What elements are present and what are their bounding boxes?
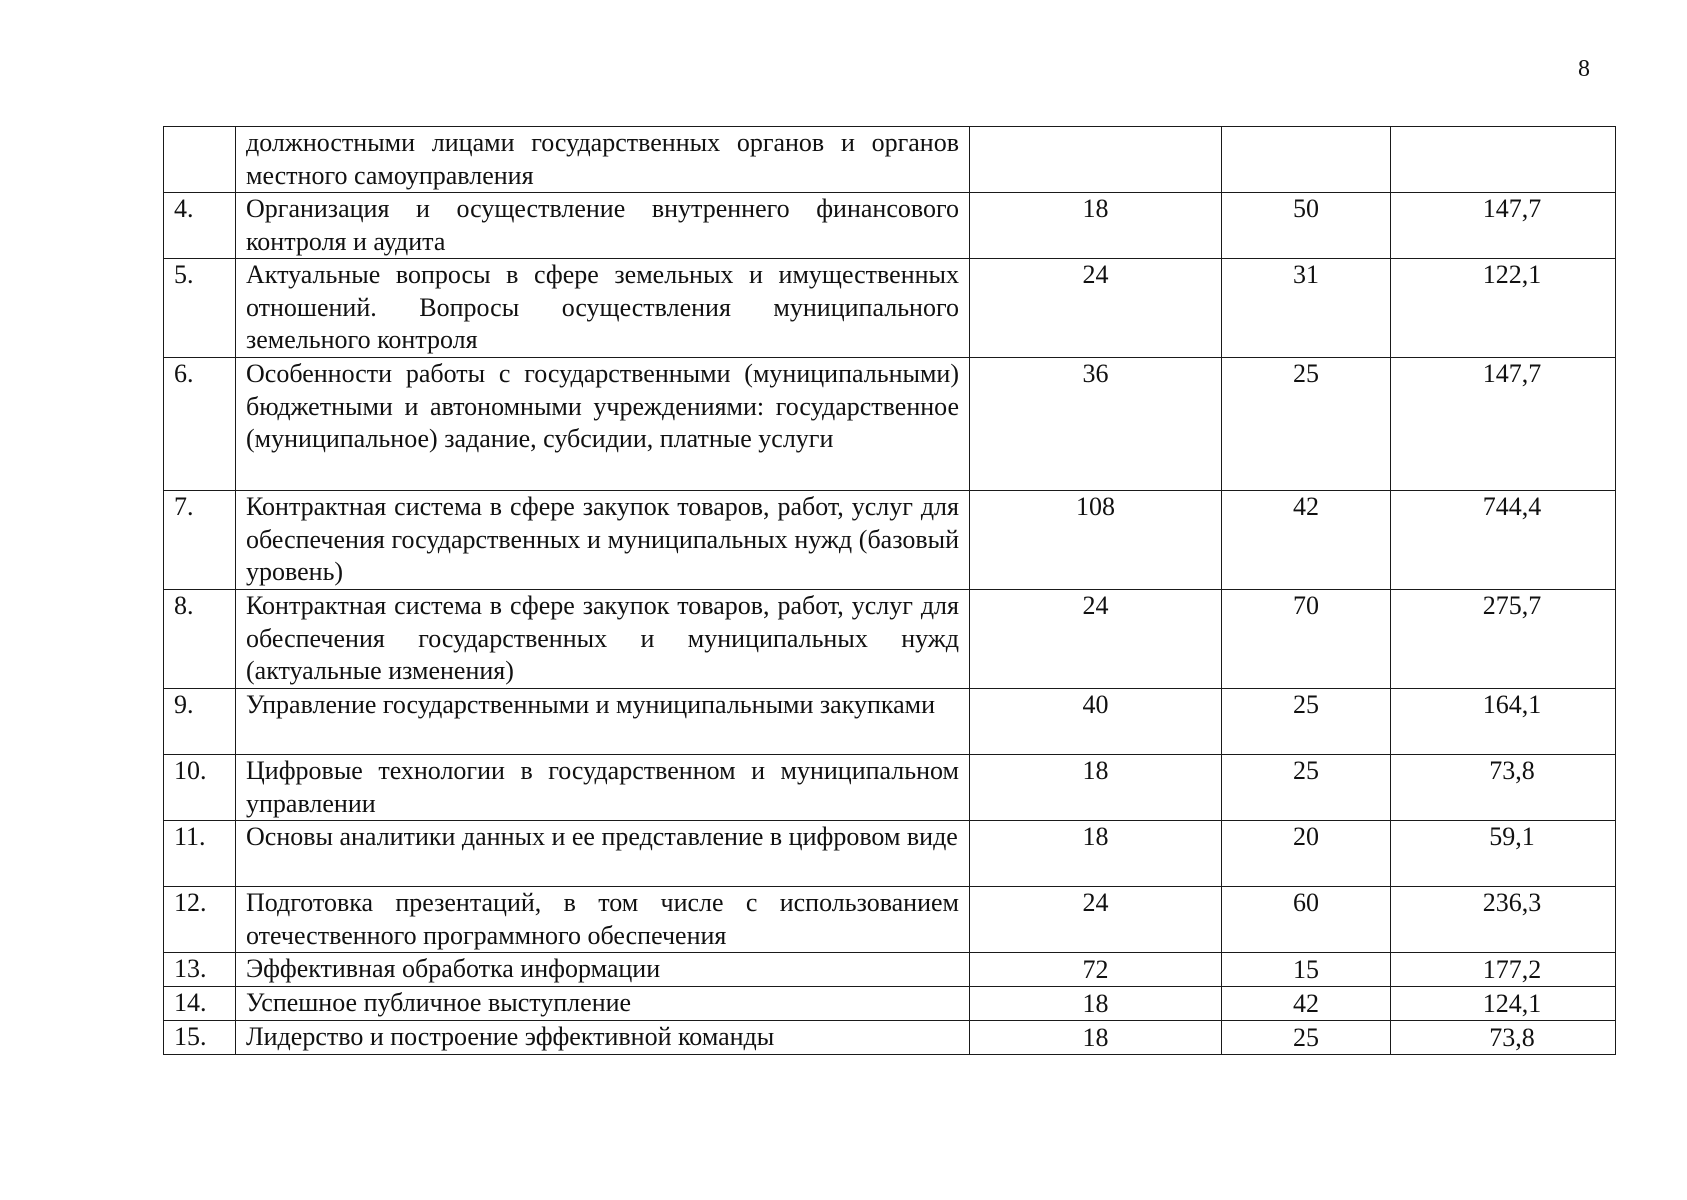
table-row <box>164 1021 1616 1055</box>
row-number <box>164 127 236 193</box>
course-title: Подготовка презентаций, в том числе с использованием отечественного программного обеспечения <box>236 887 970 953</box>
people-cell: 31 <box>1222 259 1391 358</box>
hours-cell: 108 <box>970 491 1222 590</box>
courses-table <box>163 126 1616 1055</box>
hours-cell: 18 <box>970 755 1222 821</box>
row-number: 7. <box>164 491 236 590</box>
cost-cell: 147,7 <box>1391 193 1616 259</box>
cost-cell <box>1391 127 1616 193</box>
row-number: 12. <box>164 887 236 953</box>
hours-cell: 18 <box>970 821 1222 887</box>
hours-cell: 18 <box>970 987 1222 1021</box>
row-number: 13. <box>164 953 236 987</box>
people-cell: 25 <box>1222 755 1391 821</box>
people-cell <box>1222 127 1391 193</box>
hours-cell: 18 <box>970 193 1222 259</box>
course-title: Управление государственными и муниципальными закупками <box>236 689 970 755</box>
course-title: Организация и осуществление внутреннего финансового контроля и аудита <box>236 193 970 259</box>
course-title: Лидерство и построение эффективной команды <box>236 1021 970 1055</box>
table-row <box>164 987 1616 1021</box>
row-number: 11. <box>164 821 236 887</box>
row-number: 10. <box>164 755 236 821</box>
row-number: 9. <box>164 689 236 755</box>
cost-cell: 124,1 <box>1391 987 1616 1021</box>
table-row <box>164 887 1616 953</box>
row-number: 8. <box>164 590 236 689</box>
people-cell: 15 <box>1222 953 1391 987</box>
course-title: Цифровые технологии в государственном и муниципальном управлении <box>236 755 970 821</box>
course-title: Эффективная обработка информации <box>236 953 970 987</box>
hours-cell <box>970 127 1222 193</box>
course-title: Актуальные вопросы в сфере земельных и имущественных отношений. Вопросы осуществления муниципального земельного контроля <box>236 259 970 358</box>
cost-cell: 236,3 <box>1391 887 1616 953</box>
hours-cell: 24 <box>970 590 1222 689</box>
cost-cell: 177,2 <box>1391 953 1616 987</box>
table-row <box>164 689 1616 755</box>
hours-cell: 24 <box>970 887 1222 953</box>
row-number: 6. <box>164 358 236 491</box>
course-title: Успешное публичное выступление <box>236 987 970 1021</box>
row-number: 15. <box>164 1021 236 1055</box>
table-row <box>164 127 1616 193</box>
course-title: Контрактная система в сфере закупок товаров, работ, услуг для обеспечения государственных и муниципальных нужд (базовый уровень) <box>236 491 970 590</box>
course-title: должностными лицами государственных органов и органов местного самоуправления <box>236 127 970 193</box>
cost-cell: 164,1 <box>1391 689 1616 755</box>
table-row <box>164 358 1616 491</box>
row-number: 5. <box>164 259 236 358</box>
people-cell: 60 <box>1222 887 1391 953</box>
course-title: Основы аналитики данных и ее представление в цифровом виде <box>236 821 970 887</box>
page-number: 8 <box>1578 56 1590 82</box>
table-row <box>164 590 1616 689</box>
hours-cell: 18 <box>970 1021 1222 1055</box>
people-cell: 25 <box>1222 689 1391 755</box>
cost-cell: 122,1 <box>1391 259 1616 358</box>
cost-cell: 73,8 <box>1391 1021 1616 1055</box>
people-cell: 70 <box>1222 590 1391 689</box>
hours-cell: 40 <box>970 689 1222 755</box>
people-cell: 50 <box>1222 193 1391 259</box>
table-row <box>164 491 1616 590</box>
people-cell: 25 <box>1222 358 1391 491</box>
people-cell: 42 <box>1222 491 1391 590</box>
table-row <box>164 821 1616 887</box>
cost-cell: 147,7 <box>1391 358 1616 491</box>
table-row <box>164 259 1616 358</box>
people-cell: 20 <box>1222 821 1391 887</box>
table-row <box>164 193 1616 259</box>
course-title: Контрактная система в сфере закупок товаров, работ, услуг для обеспечения государственных и муниципальных нужд (актуальные изменения) <box>236 590 970 689</box>
hours-cell: 72 <box>970 953 1222 987</box>
row-number: 14. <box>164 987 236 1021</box>
people-cell: 25 <box>1222 1021 1391 1055</box>
cost-cell: 275,7 <box>1391 590 1616 689</box>
cost-cell: 744,4 <box>1391 491 1616 590</box>
table-row <box>164 755 1616 821</box>
row-number: 4. <box>164 193 236 259</box>
hours-cell: 36 <box>970 358 1222 491</box>
course-title: Особенности работы с государственными (муниципальными) бюджетными и автономными учреждениями: государственное (муниципальное) задание, субсидии, платные услуги <box>236 358 970 491</box>
hours-cell: 24 <box>970 259 1222 358</box>
table-row <box>164 953 1616 987</box>
cost-cell: 73,8 <box>1391 755 1616 821</box>
cost-cell: 59,1 <box>1391 821 1616 887</box>
people-cell: 42 <box>1222 987 1391 1021</box>
